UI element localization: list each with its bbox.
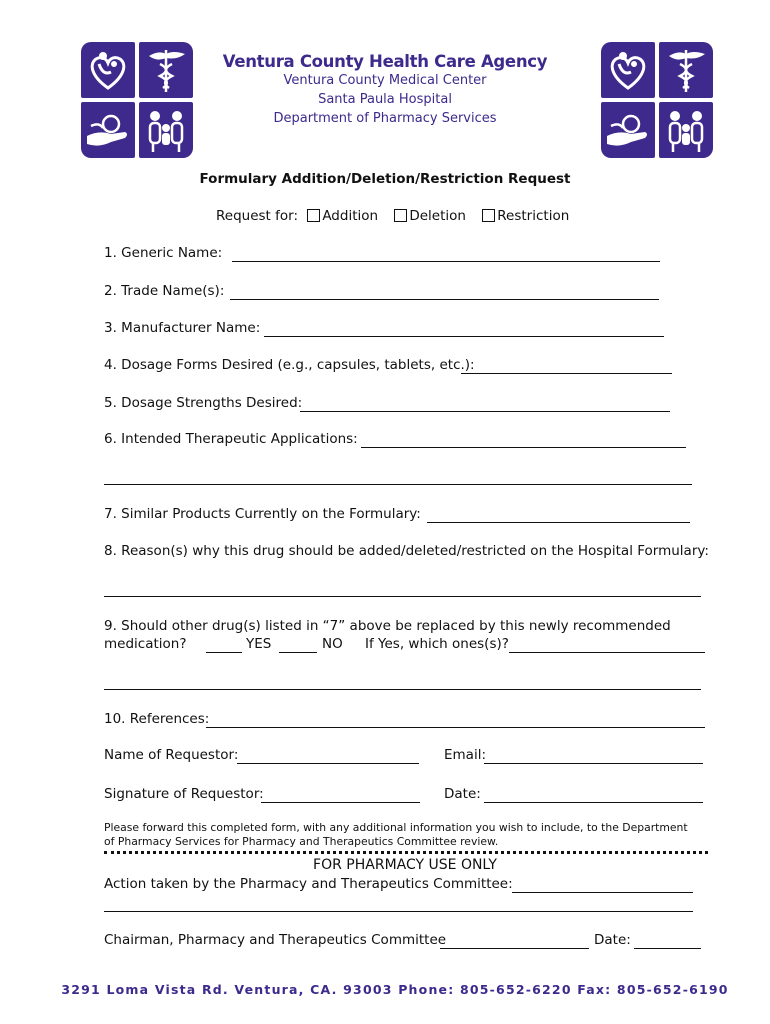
restriction-checkbox[interactable] <box>482 209 495 222</box>
restriction-label: Restriction <box>497 208 570 224</box>
dosage-forms-label: 4. Dosage Forms Desired (e.g., capsules, tablets, etc.): <box>104 357 475 373</box>
similar-products-label: 7. Similar Products Currently on the Formulary: <box>104 506 421 522</box>
forwarding-note-line1: Please forward this completed form, with any additional information you wish to include, to the Department <box>104 821 688 834</box>
email-field[interactable] <box>484 763 703 764</box>
trade-name-field[interactable] <box>230 299 659 300</box>
dosage-strengths-label: 5. Dosage Strengths Desired: <box>104 395 303 411</box>
forwarding-note-line2: of Pharmacy Services for Pharmacy and Therapeutics Committee review. <box>104 835 499 848</box>
medical-center-name: Ventura County Medical Center <box>283 73 487 88</box>
generic-name-label: 1. Generic Name: <box>104 245 223 261</box>
manufacturer-name-field[interactable] <box>264 336 664 337</box>
dosage-strengths-field[interactable] <box>300 411 670 412</box>
yes-field[interactable] <box>206 652 242 653</box>
which-ones-field-line2[interactable] <box>104 689 701 690</box>
deletion-checkbox[interactable] <box>394 209 407 222</box>
footer-address: 3291 Loma Vista Rd. Ventura, CA. 93003 Phone: 805-652-6220 Fax: 805-652-6190 <box>61 982 729 997</box>
request-for-row <box>216 208 569 224</box>
date-label: Date: <box>444 786 481 802</box>
reasons-label: 8. Reason(s) why this drug should be added/deleted/restricted on the Hospital Formulary: <box>104 543 709 559</box>
replace-question-label: 9. Should other drug(s) listed in “7” above be replaced by this newly recommended <box>104 618 671 634</box>
form-title: Formulary Addition/Deletion/Restriction Request <box>199 171 571 187</box>
addition-checkbox[interactable] <box>307 209 320 222</box>
chairman-date-label: Date: <box>594 932 631 948</box>
signature-field[interactable] <box>261 802 420 803</box>
reasons-field[interactable] <box>104 596 701 597</box>
medication-label: medication? <box>104 636 187 652</box>
addition-label: Addition <box>322 208 379 224</box>
action-taken-field-line2[interactable] <box>104 911 693 912</box>
yes-label: YES <box>246 636 272 652</box>
agency-title: Ventura County Health Care Agency <box>222 52 548 71</box>
which-ones-label: If Yes, which ones(s)? <box>365 636 509 652</box>
date-field[interactable] <box>484 802 703 803</box>
dotted-divider <box>104 851 708 854</box>
manufacturer-name-label: 3. Manufacturer Name: <box>104 320 261 336</box>
chairman-label: Chairman, Pharmacy and Therapeutics Committee <box>104 932 447 948</box>
request-for-label: Request for: <box>216 208 299 224</box>
therapeutic-applications-label: 6. Intended Therapeutic Applications: <box>104 431 358 447</box>
requestor-name-label: Name of Requestor: <box>104 747 239 763</box>
references-field[interactable] <box>206 727 705 728</box>
hospital-name: Santa Paula Hospital <box>318 92 452 107</box>
requestor-name-field[interactable] <box>237 763 419 764</box>
generic-name-field[interactable] <box>232 261 660 262</box>
which-ones-field[interactable] <box>509 652 705 653</box>
no-label: NO <box>322 636 343 652</box>
email-label: Email: <box>444 747 487 763</box>
action-taken-label: Action taken by the Pharmacy and Therapeutics Committee: <box>104 876 513 892</box>
no-field[interactable] <box>279 652 317 653</box>
deletion-label: Deletion <box>409 208 466 224</box>
dosage-forms-field[interactable] <box>461 373 672 374</box>
therapeutic-applications-field[interactable] <box>361 447 686 448</box>
signature-label: Signature of Requestor: <box>104 786 264 802</box>
trade-name-label: 2. Trade Name(s): <box>104 283 225 299</box>
chairman-date-field[interactable] <box>634 948 701 949</box>
references-label: 10. References: <box>104 711 210 727</box>
pharmacy-use-heading: FOR PHARMACY USE ONLY <box>313 857 497 873</box>
department-name: Department of Pharmacy Services <box>273 111 497 126</box>
therapeutic-applications-field-line2[interactable] <box>104 484 692 485</box>
similar-products-field[interactable] <box>427 522 690 523</box>
action-taken-field[interactable] <box>512 892 693 893</box>
chairman-signature-field[interactable] <box>440 948 589 949</box>
